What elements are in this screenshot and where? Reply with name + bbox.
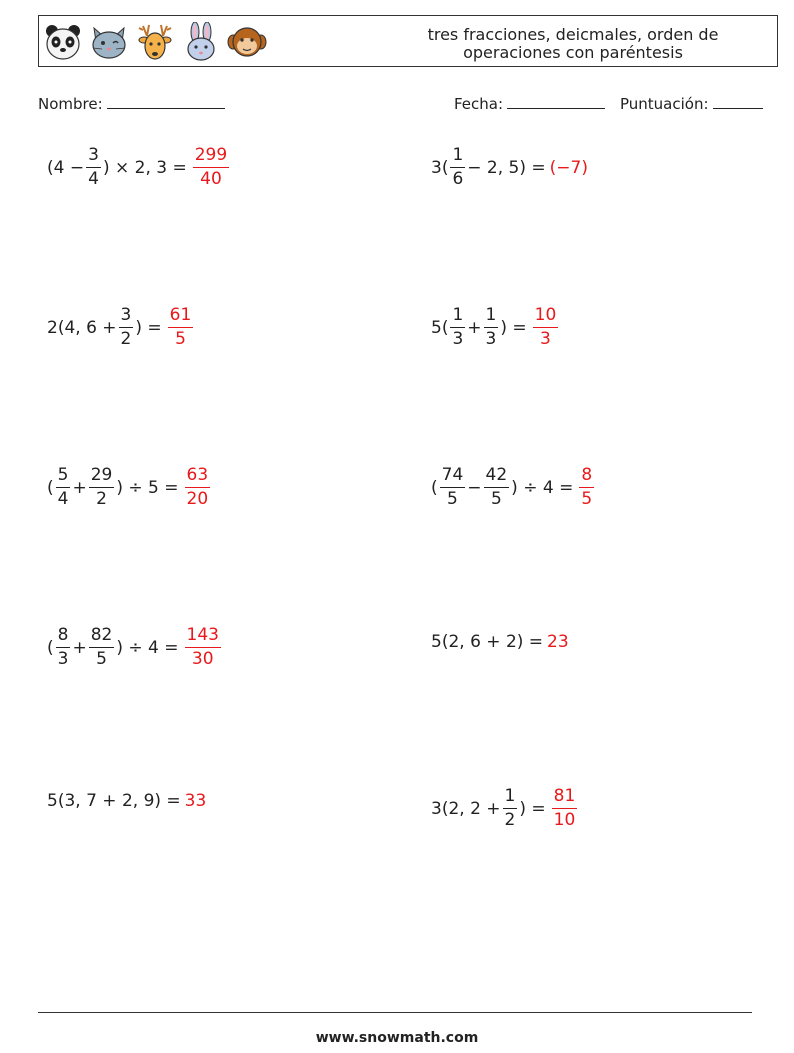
cat-icon bbox=[89, 22, 129, 62]
animal-icons bbox=[43, 20, 267, 64]
answer: $\frac{63}{20}$ bbox=[186, 465, 209, 509]
expr-text: ) × 2, 3 = bbox=[102, 157, 187, 178]
problem-6 bbox=[431, 467, 596, 508]
expr-text: (4 − bbox=[47, 157, 85, 178]
expr-text: ) = bbox=[135, 317, 162, 338]
answer: $\frac{61}{5}$ bbox=[169, 305, 192, 349]
fraction: $\frac{42}{5}$ bbox=[485, 465, 508, 509]
deer-icon bbox=[135, 22, 175, 62]
problem-10 bbox=[431, 788, 579, 829]
expr-text: 2(4, 6 + bbox=[47, 317, 117, 338]
fraction: $\frac{1}{3}$ bbox=[452, 305, 464, 349]
problem-8 bbox=[431, 632, 569, 652]
date-label: Fecha: bbox=[454, 95, 504, 113]
expr-text: ) ÷ 5 = bbox=[116, 477, 179, 498]
expr-text: 5( bbox=[431, 317, 449, 338]
answer: $\frac{8}{5}$ bbox=[581, 465, 593, 509]
worksheet-title bbox=[413, 26, 733, 62]
score-line[interactable] bbox=[713, 94, 763, 109]
name-label: Nombre: bbox=[38, 95, 103, 113]
expr-text: ) = bbox=[519, 798, 546, 819]
title-line-1: tres fracciones, deicmales, orden de bbox=[427, 25, 719, 44]
problem-7 bbox=[47, 627, 223, 668]
fraction: $\frac{5}{4}$ bbox=[57, 465, 69, 509]
footer-url[interactable]: www.snowmath.com bbox=[315, 1030, 479, 1046]
fraction: $\frac{1}{2}$ bbox=[504, 786, 516, 830]
rabbit-icon bbox=[181, 22, 221, 62]
title-line-2: operaciones con paréntesis bbox=[463, 43, 683, 62]
problem-5 bbox=[47, 467, 212, 508]
problem-3 bbox=[47, 307, 195, 348]
panda-icon bbox=[43, 22, 83, 62]
answer: $\frac{143}{30}$ bbox=[186, 625, 219, 669]
score-label: Puntuación: bbox=[620, 95, 709, 113]
expr-text: − 2, 5) = bbox=[467, 157, 546, 178]
expr-text: ( bbox=[431, 477, 438, 498]
answer: 33 bbox=[184, 791, 207, 811]
expr-text: ) ÷ 4 = bbox=[116, 637, 179, 658]
problem-2 bbox=[431, 147, 588, 188]
fraction: $\frac{1}{6}$ bbox=[452, 145, 464, 189]
expr-text: 5(2, 6 + 2) = bbox=[431, 632, 544, 652]
expr-text: 5(3, 7 + 2, 9) = bbox=[47, 791, 181, 811]
fraction: $\frac{3}{4}$ bbox=[88, 145, 99, 189]
date-field bbox=[454, 94, 605, 113]
fraction: $\frac{29}{2}$ bbox=[90, 465, 113, 509]
expr-text: ( bbox=[47, 637, 54, 658]
answer: (−7) bbox=[549, 157, 588, 178]
expr-text: 3( bbox=[431, 157, 449, 178]
expr-text: 3(2, 2 + bbox=[431, 798, 501, 819]
answer: $\frac{10}{3}$ bbox=[534, 305, 557, 349]
expr-text: ) ÷ 4 = bbox=[511, 477, 574, 498]
name-field bbox=[38, 94, 225, 113]
problem-1 bbox=[47, 147, 231, 188]
expr-text: + bbox=[72, 637, 87, 658]
expr-text: − bbox=[467, 477, 482, 498]
fraction: $\frac{3}{2}$ bbox=[120, 305, 132, 349]
expr-text: ) = bbox=[500, 317, 527, 338]
name-line[interactable] bbox=[107, 94, 225, 109]
answer: $\frac{81}{10}$ bbox=[553, 786, 576, 830]
fraction: $\frac{82}{5}$ bbox=[90, 625, 113, 669]
fraction: $\frac{1}{3}$ bbox=[485, 305, 497, 349]
problem-4 bbox=[431, 307, 560, 348]
expr-text: + bbox=[467, 317, 482, 338]
fraction: $\frac{74}{5}$ bbox=[441, 465, 464, 509]
header-box bbox=[38, 15, 778, 67]
score-field bbox=[620, 94, 763, 113]
fraction: $\frac{8}{3}$ bbox=[57, 625, 69, 669]
answer: 23 bbox=[547, 632, 569, 652]
expr-text: ( bbox=[47, 477, 54, 498]
footer-divider bbox=[38, 1012, 752, 1013]
problem-9 bbox=[47, 791, 206, 811]
expr-text: + bbox=[72, 477, 87, 498]
answer: $\frac{299}{40}$ bbox=[194, 145, 228, 189]
monkey-icon bbox=[227, 22, 267, 62]
date-line[interactable] bbox=[507, 94, 605, 109]
